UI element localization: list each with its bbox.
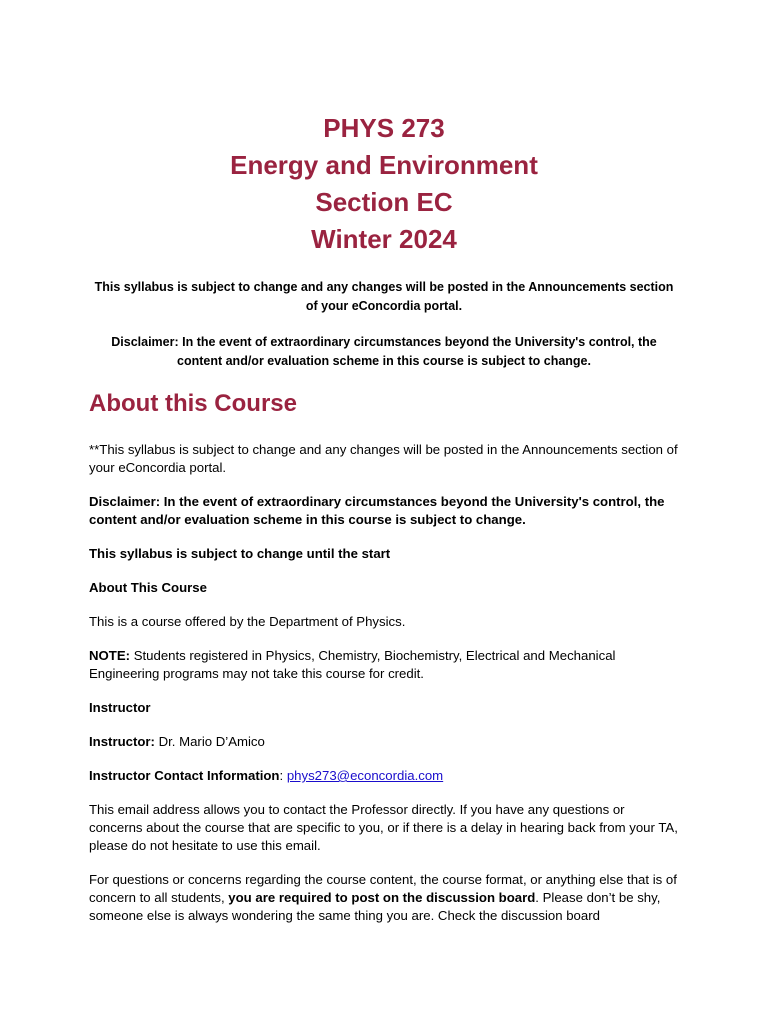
department-paragraph: This is a course offered by the Department of Physics. <box>89 614 406 629</box>
discussion-text-c: . Please don’t be shy, someone else is always wondering the same thing you are. Check the discussion board <box>89 890 661 923</box>
discussion-text-a: For questions or concerns regarding the course content, the course format, or anything else that is of concern to all students, <box>89 872 677 905</box>
instructor-subheading: Instructor <box>89 700 151 715</box>
course-name: Energy and Environment <box>230 150 538 180</box>
course-title <box>89 110 679 258</box>
instructor-label: Instructor: <box>89 734 155 749</box>
instructor-name: Dr. Mario D’Amico <box>154 734 265 749</box>
about-subheading: About This Course <box>89 580 207 595</box>
disclaimer-notice: Disclaimer: In the event of extraordinary circumstances beyond the University's control, the content and/or evaluation scheme in this course is subject to change. <box>111 335 657 368</box>
syllabus-start-paragraph: This syllabus is subject to change until the start <box>89 546 391 561</box>
note-paragraph <box>89 647 679 683</box>
discussion-text-bold: you are required to post on the discussion board <box>228 890 536 905</box>
contact-separator: : <box>279 768 287 783</box>
email-usage-paragraph: This email address allows you to contact the Professor directly. If you have any questions or concerns about the course that are specific to you, or if there is a delay in hearing back from your TA, please do not hesitate to use this email. <box>89 802 678 853</box>
note-text: Students registered in Physics, Chemistry, Biochemistry, Electrical and Mechanical Engineering programs may not take this course for credit. <box>89 648 616 681</box>
course-code: PHYS 273 <box>323 113 445 143</box>
contact-label: Instructor Contact Information <box>89 768 280 783</box>
course-term: Winter 2024 <box>311 224 457 254</box>
note-label: NOTE: <box>89 648 131 663</box>
document-page <box>89 0 679 1024</box>
instructor-paragraph <box>89 733 679 751</box>
syllabus-paragraph: **This syllabus is subject to change and any changes will be posted in the Announcements section of your eConcordia portal. <box>89 442 678 475</box>
about-course-heading: About this Course <box>89 390 297 417</box>
syllabus-change-notice: This syllabus is subject to change and any changes will be posted in the Announcements section of your eConcordia portal. <box>94 280 674 313</box>
disclaimer-paragraph: Disclaimer: In the event of extraordinary circumstances beyond the University's control, the content and/or evaluation scheme in this course is subject to change. <box>89 494 665 527</box>
course-body <box>89 441 679 941</box>
course-section: Section EC <box>315 187 453 217</box>
instructor-email-link[interactable]: phys273@econcordia.com <box>286 768 444 783</box>
discussion-board-paragraph <box>89 871 679 925</box>
contact-paragraph <box>89 767 679 785</box>
